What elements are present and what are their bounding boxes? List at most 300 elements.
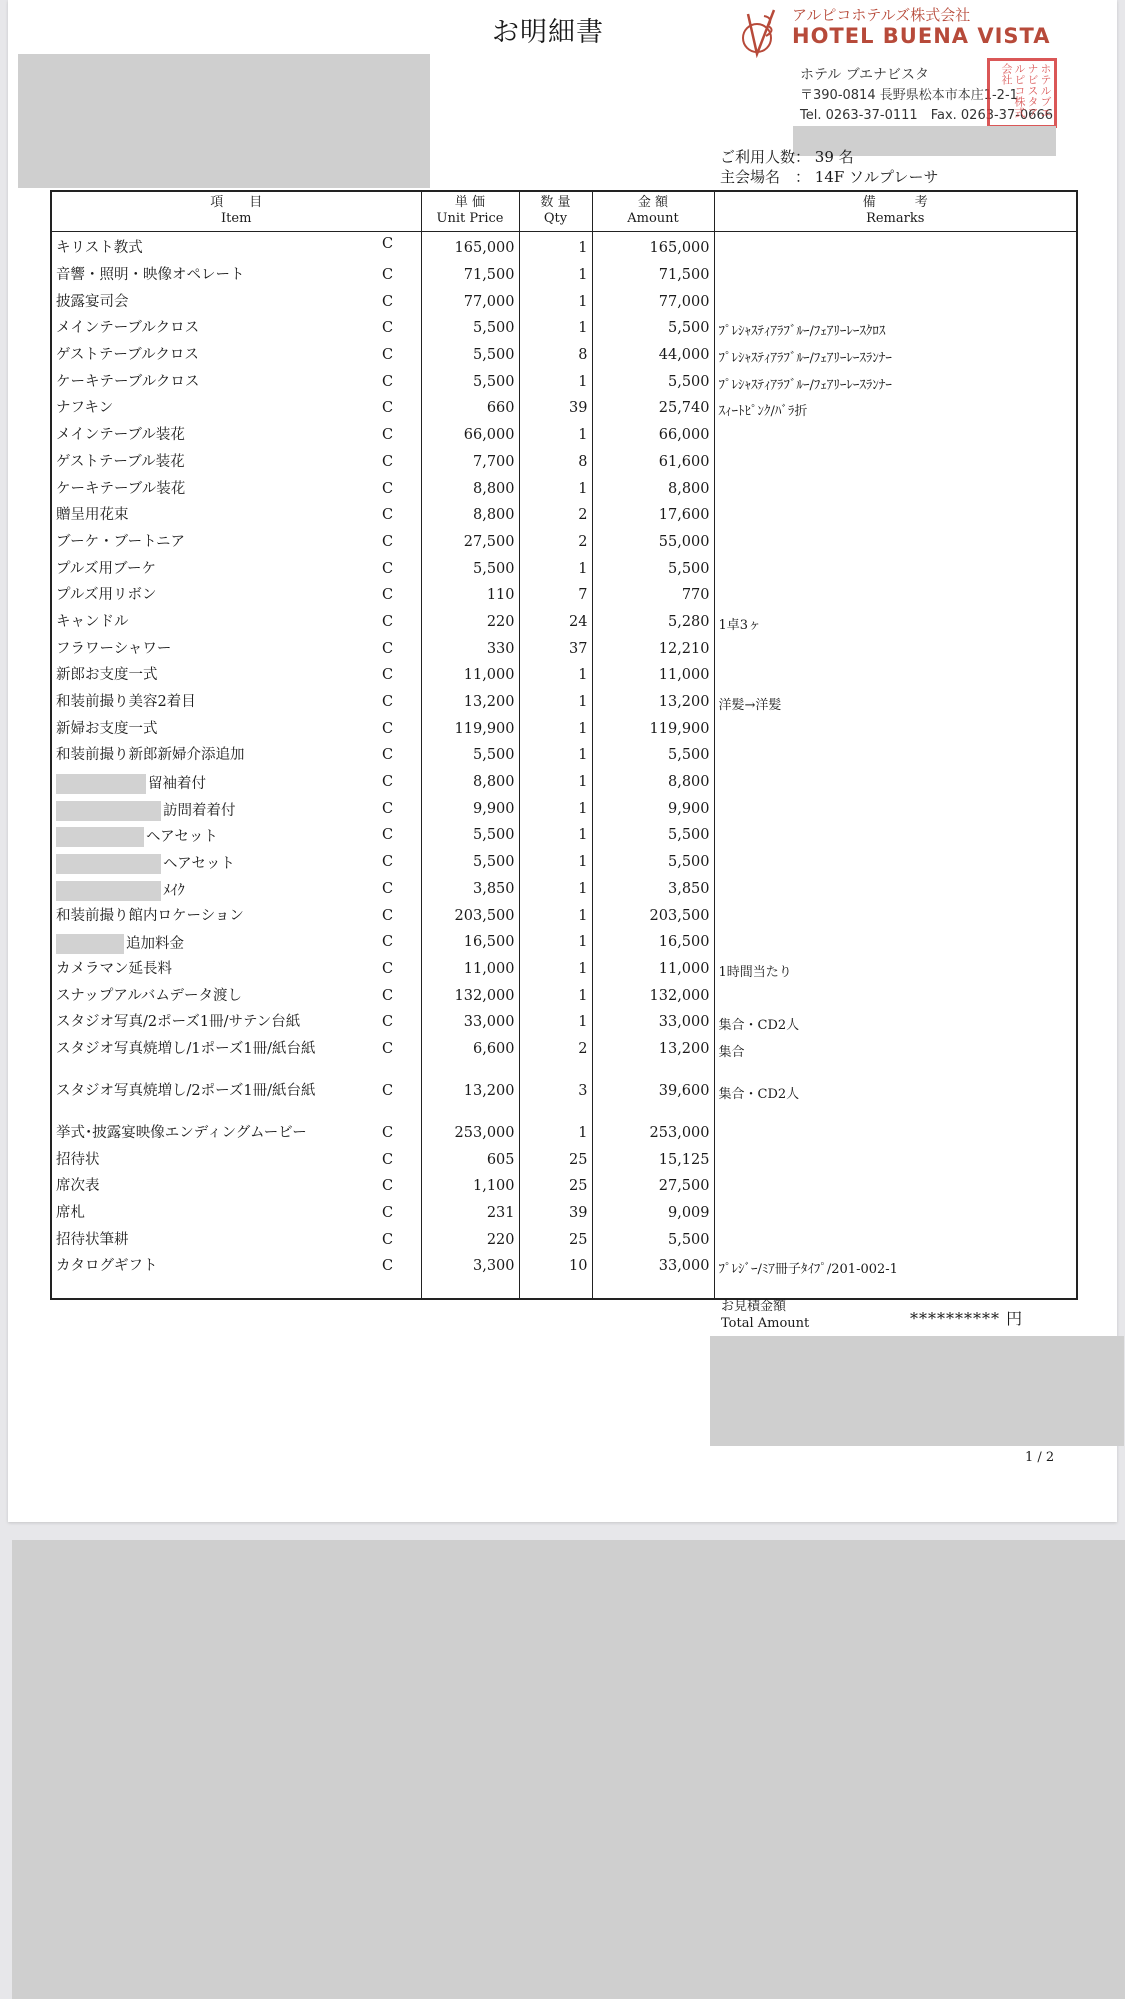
item-code: C bbox=[382, 1040, 394, 1057]
cell-remarks: ﾌﾟﾚｼｬｽﾃｨｱﾗﾌﾞﾙｰ/ﾌｪｱﾘｰﾚｰｽｸﾛｽ bbox=[714, 316, 1077, 343]
item-name: ゲストテーブルクロス bbox=[56, 347, 199, 364]
cell-amount: 770 bbox=[592, 583, 714, 610]
cell-price: 33,000 bbox=[421, 1010, 519, 1037]
cell-item bbox=[51, 343, 421, 370]
item-code: C bbox=[382, 347, 394, 364]
item-code: C bbox=[382, 427, 394, 444]
cell-price: 203,500 bbox=[421, 904, 519, 931]
cell-price: 9,900 bbox=[421, 797, 519, 824]
cell-amount: 13,200 bbox=[592, 1037, 714, 1079]
cell-amount: 25,740 bbox=[592, 396, 714, 423]
redacted-recipient bbox=[18, 54, 430, 188]
cell-price: 13,200 bbox=[421, 690, 519, 717]
cell-price: 132,000 bbox=[421, 984, 519, 1011]
table-row bbox=[51, 823, 1077, 850]
item-name: プルズ用リボン bbox=[56, 587, 157, 604]
item-name: スタジオ写真焼増し/1ポーズ1冊/紙台紙 bbox=[56, 1040, 316, 1057]
item-name: ナフキン bbox=[56, 400, 114, 417]
item-code: C bbox=[382, 1258, 394, 1275]
item-code: C bbox=[382, 1231, 394, 1248]
item-name: 挙式･披露宴映像エンディングムービー bbox=[56, 1124, 307, 1141]
item-name: ブーケ・ブートニア bbox=[56, 533, 186, 550]
table-row bbox=[51, 663, 1077, 690]
redacted-area-lower bbox=[12, 1540, 1125, 1999]
cell-item bbox=[51, 690, 421, 717]
cell-amount: 39,600 bbox=[592, 1079, 714, 1121]
item-code: C bbox=[382, 667, 394, 684]
cell-remarks bbox=[714, 1121, 1077, 1148]
cell-price: 5,500 bbox=[421, 743, 519, 770]
item-code: C bbox=[382, 747, 394, 764]
table-header-row bbox=[51, 191, 1077, 231]
item-name: メインテーブルクロス bbox=[56, 320, 200, 337]
table-row bbox=[51, 770, 1077, 797]
item-name: 席次表 bbox=[56, 1178, 100, 1195]
cell-qty: 25 bbox=[519, 1228, 592, 1255]
guests-label: ご利用人数： bbox=[720, 148, 811, 166]
cell-amount: 44,000 bbox=[592, 343, 714, 370]
table-row bbox=[51, 343, 1077, 370]
table-row bbox=[51, 1174, 1077, 1201]
item-name: スタジオ写真/2ポーズ1冊/サテン台紙 bbox=[56, 1014, 301, 1031]
cell-price: 220 bbox=[421, 610, 519, 637]
item-code: C bbox=[382, 267, 394, 283]
table-row bbox=[51, 637, 1077, 664]
cell-item bbox=[51, 263, 421, 290]
item-name: ケーキテーブルクロス bbox=[56, 373, 200, 390]
cell-amount: 17,600 bbox=[592, 503, 714, 530]
item-name: ゲストテーブル装花 bbox=[56, 453, 185, 470]
table-row bbox=[51, 957, 1077, 984]
item-code: C bbox=[382, 507, 394, 524]
cell-item bbox=[51, 717, 421, 744]
item-code: C bbox=[382, 907, 394, 924]
cell-remarks bbox=[714, 877, 1077, 904]
cell-qty: 1 bbox=[519, 1010, 592, 1037]
cell-item bbox=[51, 530, 421, 557]
item-code: C bbox=[382, 640, 394, 657]
table-row bbox=[51, 583, 1077, 610]
cell-price: 11,000 bbox=[421, 663, 519, 690]
item-name: 和装前撮り新郎新婦介添追加 bbox=[56, 747, 245, 764]
item-name: 和装前撮り美容2着目 bbox=[56, 694, 196, 710]
cell-amount: 203,500 bbox=[592, 904, 714, 931]
venue-label: 主会場名 ： bbox=[720, 168, 811, 186]
cell-price: 5,500 bbox=[421, 316, 519, 343]
item-name: 追加料金 bbox=[126, 936, 184, 953]
cell-item bbox=[51, 1201, 421, 1228]
cell-price: 71,500 bbox=[421, 263, 519, 290]
table-row bbox=[51, 1228, 1077, 1255]
item-code: C bbox=[382, 235, 394, 252]
table-row bbox=[51, 477, 1077, 504]
cell-amount: 16,500 bbox=[592, 930, 714, 957]
item-code: C bbox=[382, 400, 394, 417]
cell-price: 660 bbox=[421, 396, 519, 423]
redacted-name bbox=[56, 827, 144, 847]
cell-item bbox=[51, 610, 421, 637]
total-label: お見積金額 bbox=[721, 1299, 787, 1314]
item-code: C bbox=[382, 960, 394, 977]
item-code: C bbox=[382, 854, 394, 871]
cell-qty: 37 bbox=[519, 637, 592, 664]
header-price: 単 価 Unit Price bbox=[421, 191, 519, 231]
item-code: C bbox=[382, 373, 394, 390]
cell-qty: 1 bbox=[519, 263, 592, 290]
cell-remarks: 1時間当たり bbox=[714, 957, 1077, 984]
cell-item bbox=[51, 423, 421, 450]
item-name: メインテーブル装花 bbox=[56, 427, 185, 444]
cell-remarks: 集合・CD2人 bbox=[714, 1079, 1077, 1121]
cell-amount: 3,850 bbox=[592, 877, 714, 904]
hotel-tel-fax: Tel. 0263-37-0111 Fax. 0263-37-0666 bbox=[800, 108, 1053, 123]
cell-remarks bbox=[714, 583, 1077, 610]
item-name: カタログギフト bbox=[56, 1258, 158, 1275]
cell-amount: 8,800 bbox=[592, 770, 714, 797]
item-name: 招待状筆耕 bbox=[56, 1231, 129, 1248]
cell-remarks: ﾌﾟﾚｼﾞｰ/ﾐｱ冊子ﾀｲﾌﾟ/201-002-1 bbox=[714, 1254, 1077, 1281]
item-name: 新婦お支度一式 bbox=[56, 720, 158, 737]
cell-price: 119,900 bbox=[421, 717, 519, 744]
item-code: C bbox=[382, 613, 394, 630]
cell-item bbox=[51, 450, 421, 477]
cell-qty: 3 bbox=[519, 1079, 592, 1121]
cell-price: 27,500 bbox=[421, 530, 519, 557]
table-row bbox=[51, 850, 1077, 877]
cell-amount: 8,800 bbox=[592, 477, 714, 504]
cell-item bbox=[51, 316, 421, 343]
cell-remarks bbox=[714, 984, 1077, 1011]
item-name: カメラマン延長料 bbox=[56, 960, 172, 977]
cell-remarks bbox=[714, 450, 1077, 477]
cell-price: 13,200 bbox=[421, 1079, 519, 1121]
table-row bbox=[51, 503, 1077, 530]
cell-item bbox=[51, 904, 421, 931]
header-amount: 金 額 Amount bbox=[592, 191, 714, 231]
cell-qty: 1 bbox=[519, 477, 592, 504]
cell-price: 220 bbox=[421, 1228, 519, 1255]
redacted-name bbox=[56, 774, 146, 794]
item-code: C bbox=[382, 1082, 394, 1099]
cell-item bbox=[51, 1010, 421, 1037]
cell-qty: 39 bbox=[519, 396, 592, 423]
cell-qty: 1 bbox=[519, 717, 592, 744]
item-name: 招待状 bbox=[56, 1151, 100, 1168]
table-row bbox=[51, 450, 1077, 477]
cell-price: 165,000 bbox=[421, 231, 519, 263]
cell-item bbox=[51, 797, 421, 824]
cell-item bbox=[51, 743, 421, 770]
table-row bbox=[51, 930, 1077, 957]
cell-remarks bbox=[714, 477, 1077, 504]
cell-item bbox=[51, 1174, 421, 1201]
cell-amount: 27,500 bbox=[592, 1174, 714, 1201]
guests-line bbox=[720, 146, 854, 167]
cell-price: 8,800 bbox=[421, 770, 519, 797]
cell-remarks bbox=[714, 663, 1077, 690]
cell-amount: 33,000 bbox=[592, 1010, 714, 1037]
cell-amount: 55,000 bbox=[592, 530, 714, 557]
item-code: C bbox=[382, 1151, 394, 1168]
cell-remarks bbox=[714, 1148, 1077, 1175]
venue-line bbox=[720, 166, 938, 187]
cell-item bbox=[51, 1228, 421, 1255]
table-row bbox=[51, 797, 1077, 824]
cell-item bbox=[51, 637, 421, 664]
cell-qty: 2 bbox=[519, 1037, 592, 1079]
cell-price: 330 bbox=[421, 637, 519, 664]
item-code: C bbox=[382, 800, 394, 817]
cell-amount: 33,000 bbox=[592, 1254, 714, 1281]
cell-price: 77,000 bbox=[421, 290, 519, 317]
cell-remarks bbox=[714, 231, 1077, 263]
item-name: 新郎お支度一式 bbox=[56, 667, 158, 684]
cell-remarks bbox=[714, 530, 1077, 557]
cell-remarks: 洋髪→洋髪 bbox=[714, 690, 1077, 717]
cell-amount: 15,125 bbox=[592, 1148, 714, 1175]
cell-price: 5,500 bbox=[421, 370, 519, 397]
cell-amount: 12,210 bbox=[592, 637, 714, 664]
cell-price: 7,700 bbox=[421, 450, 519, 477]
cell-amount: 165,000 bbox=[592, 231, 714, 263]
table-row bbox=[51, 1148, 1077, 1175]
cell-price: 5,500 bbox=[421, 823, 519, 850]
table-row bbox=[51, 690, 1077, 717]
cell-qty: 1 bbox=[519, 557, 592, 584]
item-code: C bbox=[382, 934, 394, 951]
venue-value: 14F ソルプレーサ bbox=[814, 168, 939, 186]
table-row bbox=[51, 231, 1077, 263]
cell-item bbox=[51, 663, 421, 690]
item-name: 訪問着着付 bbox=[163, 802, 236, 819]
cell-amount: 132,000 bbox=[592, 984, 714, 1011]
cell-price: 605 bbox=[421, 1148, 519, 1175]
cell-item bbox=[51, 477, 421, 504]
item-code: C bbox=[382, 560, 394, 577]
cell-amount: 5,500 bbox=[592, 370, 714, 397]
hotel-address: 〒390-0814 長野県松本市本庄1-2-1 bbox=[800, 88, 1018, 103]
table-row bbox=[51, 316, 1077, 343]
cell-qty: 1 bbox=[519, 770, 592, 797]
cell-qty: 1 bbox=[519, 850, 592, 877]
item-name: 音響・照明・映像オペレート bbox=[56, 267, 245, 283]
table-row bbox=[51, 423, 1077, 450]
cell-item bbox=[51, 1037, 421, 1079]
cell-remarks: ｽｨｰﾄﾋﾟﾝｸ/ﾊﾞﾗ折 bbox=[714, 396, 1077, 423]
cell-qty: 8 bbox=[519, 343, 592, 370]
table-filler-row bbox=[51, 1281, 1077, 1299]
item-name: キリスト教式 bbox=[56, 239, 143, 256]
cell-qty: 1 bbox=[519, 690, 592, 717]
cell-qty: 24 bbox=[519, 610, 592, 637]
item-name: プルズ用ブーケ bbox=[56, 560, 157, 577]
cell-remarks bbox=[714, 743, 1077, 770]
cell-price: 3,300 bbox=[421, 1254, 519, 1281]
table-row bbox=[51, 557, 1077, 584]
cell-item bbox=[51, 370, 421, 397]
cell-price: 5,500 bbox=[421, 343, 519, 370]
cell-qty: 2 bbox=[519, 530, 592, 557]
cell-item bbox=[51, 503, 421, 530]
cell-price: 11,000 bbox=[421, 957, 519, 984]
header-remarks: 備 考 Remarks bbox=[714, 191, 1077, 231]
cell-price: 6,600 bbox=[421, 1037, 519, 1079]
cell-qty: 1 bbox=[519, 423, 592, 450]
item-name: 贈呈用花束 bbox=[56, 507, 129, 524]
cell-qty: 25 bbox=[519, 1148, 592, 1175]
cell-price: 8,800 bbox=[421, 477, 519, 504]
cell-item bbox=[51, 1254, 421, 1281]
table-row bbox=[51, 984, 1077, 1011]
cell-remarks bbox=[714, 850, 1077, 877]
cell-item bbox=[51, 823, 421, 850]
item-name: スナップアルバムデータ渡し bbox=[56, 987, 243, 1004]
cell-qty: 1 bbox=[519, 370, 592, 397]
cell-amount: 119,900 bbox=[592, 717, 714, 744]
cell-qty: 1 bbox=[519, 957, 592, 984]
cell-amount: 5,500 bbox=[592, 1228, 714, 1255]
cell-amount: 5,500 bbox=[592, 850, 714, 877]
cell-qty: 25 bbox=[519, 1174, 592, 1201]
table-row bbox=[51, 370, 1077, 397]
table-row bbox=[51, 1010, 1077, 1037]
cell-price: 5,500 bbox=[421, 850, 519, 877]
item-name: ケーキテーブル装花 bbox=[56, 480, 186, 497]
cell-remarks bbox=[714, 503, 1077, 530]
item-code: C bbox=[382, 987, 394, 1004]
cell-remarks bbox=[714, 717, 1077, 744]
cell-price: 66,000 bbox=[421, 423, 519, 450]
item-code: C bbox=[382, 774, 394, 791]
table-row bbox=[51, 610, 1077, 637]
item-code: C bbox=[382, 694, 394, 710]
cell-remarks bbox=[714, 1228, 1077, 1255]
cell-qty: 1 bbox=[519, 930, 592, 957]
cell-qty: 7 bbox=[519, 583, 592, 610]
cell-amount: 11,000 bbox=[592, 663, 714, 690]
item-name: フラワーシャワー bbox=[56, 640, 172, 657]
cell-item bbox=[51, 930, 421, 957]
table-row bbox=[51, 1201, 1077, 1228]
cell-remarks: ﾌﾟﾚｼｬｽﾃｨｱﾗﾌﾞﾙｰ/ﾌｪｱﾘｰﾚｰｽﾗﾝﾅｰ bbox=[714, 370, 1077, 397]
cell-item bbox=[51, 557, 421, 584]
company-name: アルピコホテルズ株式会社 bbox=[792, 6, 971, 24]
cell-price: 253,000 bbox=[421, 1121, 519, 1148]
cell-item bbox=[51, 231, 421, 263]
cell-qty: 1 bbox=[519, 743, 592, 770]
table-row bbox=[51, 1121, 1077, 1148]
cell-qty: 8 bbox=[519, 450, 592, 477]
cell-qty: 1 bbox=[519, 316, 592, 343]
item-name: 席札 bbox=[56, 1205, 85, 1221]
cell-remarks bbox=[714, 797, 1077, 824]
item-name: キャンドル bbox=[56, 613, 129, 630]
cell-item bbox=[51, 957, 421, 984]
cell-amount: 11,000 bbox=[592, 957, 714, 984]
cell-item bbox=[51, 877, 421, 904]
cell-amount: 9,900 bbox=[592, 797, 714, 824]
cell-remarks bbox=[714, 637, 1077, 664]
cell-qty: 10 bbox=[519, 1254, 592, 1281]
cell-price: 5,500 bbox=[421, 557, 519, 584]
cell-remarks bbox=[714, 1174, 1077, 1201]
table-row bbox=[51, 743, 1077, 770]
item-code: C bbox=[382, 720, 394, 737]
total-amount-value: ********** 円 bbox=[910, 1309, 1024, 1328]
cell-item bbox=[51, 1148, 421, 1175]
cell-amount: 5,500 bbox=[592, 823, 714, 850]
table-row bbox=[51, 717, 1077, 744]
cell-remarks: 集合・CD2人 bbox=[714, 1010, 1077, 1037]
item-code: C bbox=[382, 1014, 394, 1031]
cell-amount: 66,000 bbox=[592, 423, 714, 450]
item-code: C bbox=[382, 587, 394, 604]
cell-qty: 1 bbox=[519, 797, 592, 824]
cell-remarks bbox=[714, 557, 1077, 584]
cell-qty: 1 bbox=[519, 984, 592, 1011]
item-code: C bbox=[382, 293, 394, 310]
cell-price: 231 bbox=[421, 1201, 519, 1228]
cell-remarks bbox=[714, 423, 1077, 450]
cell-remarks: 集合 bbox=[714, 1037, 1077, 1079]
item-code: C bbox=[382, 1178, 394, 1195]
cell-price: 1,100 bbox=[421, 1174, 519, 1201]
item-code: C bbox=[382, 1205, 394, 1221]
table-row bbox=[51, 1037, 1077, 1079]
table-row bbox=[51, 904, 1077, 931]
cell-amount: 13,200 bbox=[592, 690, 714, 717]
document-title: お明細書 bbox=[492, 17, 604, 48]
hotel-name: HOTEL BUENA VISTA bbox=[792, 24, 1051, 48]
cell-item bbox=[51, 1121, 421, 1148]
item-code: C bbox=[382, 453, 394, 470]
cell-remarks bbox=[714, 263, 1077, 290]
total-label-en: Total Amount bbox=[721, 1316, 810, 1331]
item-code: C bbox=[382, 320, 394, 337]
cell-remarks bbox=[714, 770, 1077, 797]
cell-amount: 5,500 bbox=[592, 316, 714, 343]
cell-qty: 1 bbox=[519, 1121, 592, 1148]
redacted-name bbox=[56, 934, 124, 954]
table-row bbox=[51, 1079, 1077, 1121]
cell-remarks bbox=[714, 823, 1077, 850]
cell-remarks: 1卓3ヶ bbox=[714, 610, 1077, 637]
cell-price: 8,800 bbox=[421, 503, 519, 530]
cell-remarks bbox=[714, 904, 1077, 931]
cell-item bbox=[51, 396, 421, 423]
item-code: C bbox=[382, 480, 394, 497]
item-name: 披露宴司会 bbox=[56, 293, 129, 310]
cell-qty: 1 bbox=[519, 663, 592, 690]
cell-item bbox=[51, 984, 421, 1011]
hotel-name-jp: ホテル ブエナビスタ bbox=[800, 67, 930, 83]
item-code: C bbox=[382, 1124, 394, 1141]
item-name: ヘアセット bbox=[146, 829, 218, 846]
item-code: C bbox=[382, 533, 394, 550]
item-name: ヘアセット bbox=[163, 856, 235, 873]
cell-qty: 1 bbox=[519, 290, 592, 317]
cell-amount: 5,500 bbox=[592, 557, 714, 584]
cell-amount: 5,500 bbox=[592, 743, 714, 770]
redacted-name bbox=[56, 854, 161, 874]
cell-amount: 9,009 bbox=[592, 1201, 714, 1228]
item-name: ﾒｲｸ bbox=[163, 882, 185, 899]
table-row bbox=[51, 1254, 1077, 1281]
cell-price: 16,500 bbox=[421, 930, 519, 957]
cell-item bbox=[51, 770, 421, 797]
cell-item bbox=[51, 1079, 421, 1121]
cell-price: 3,850 bbox=[421, 877, 519, 904]
